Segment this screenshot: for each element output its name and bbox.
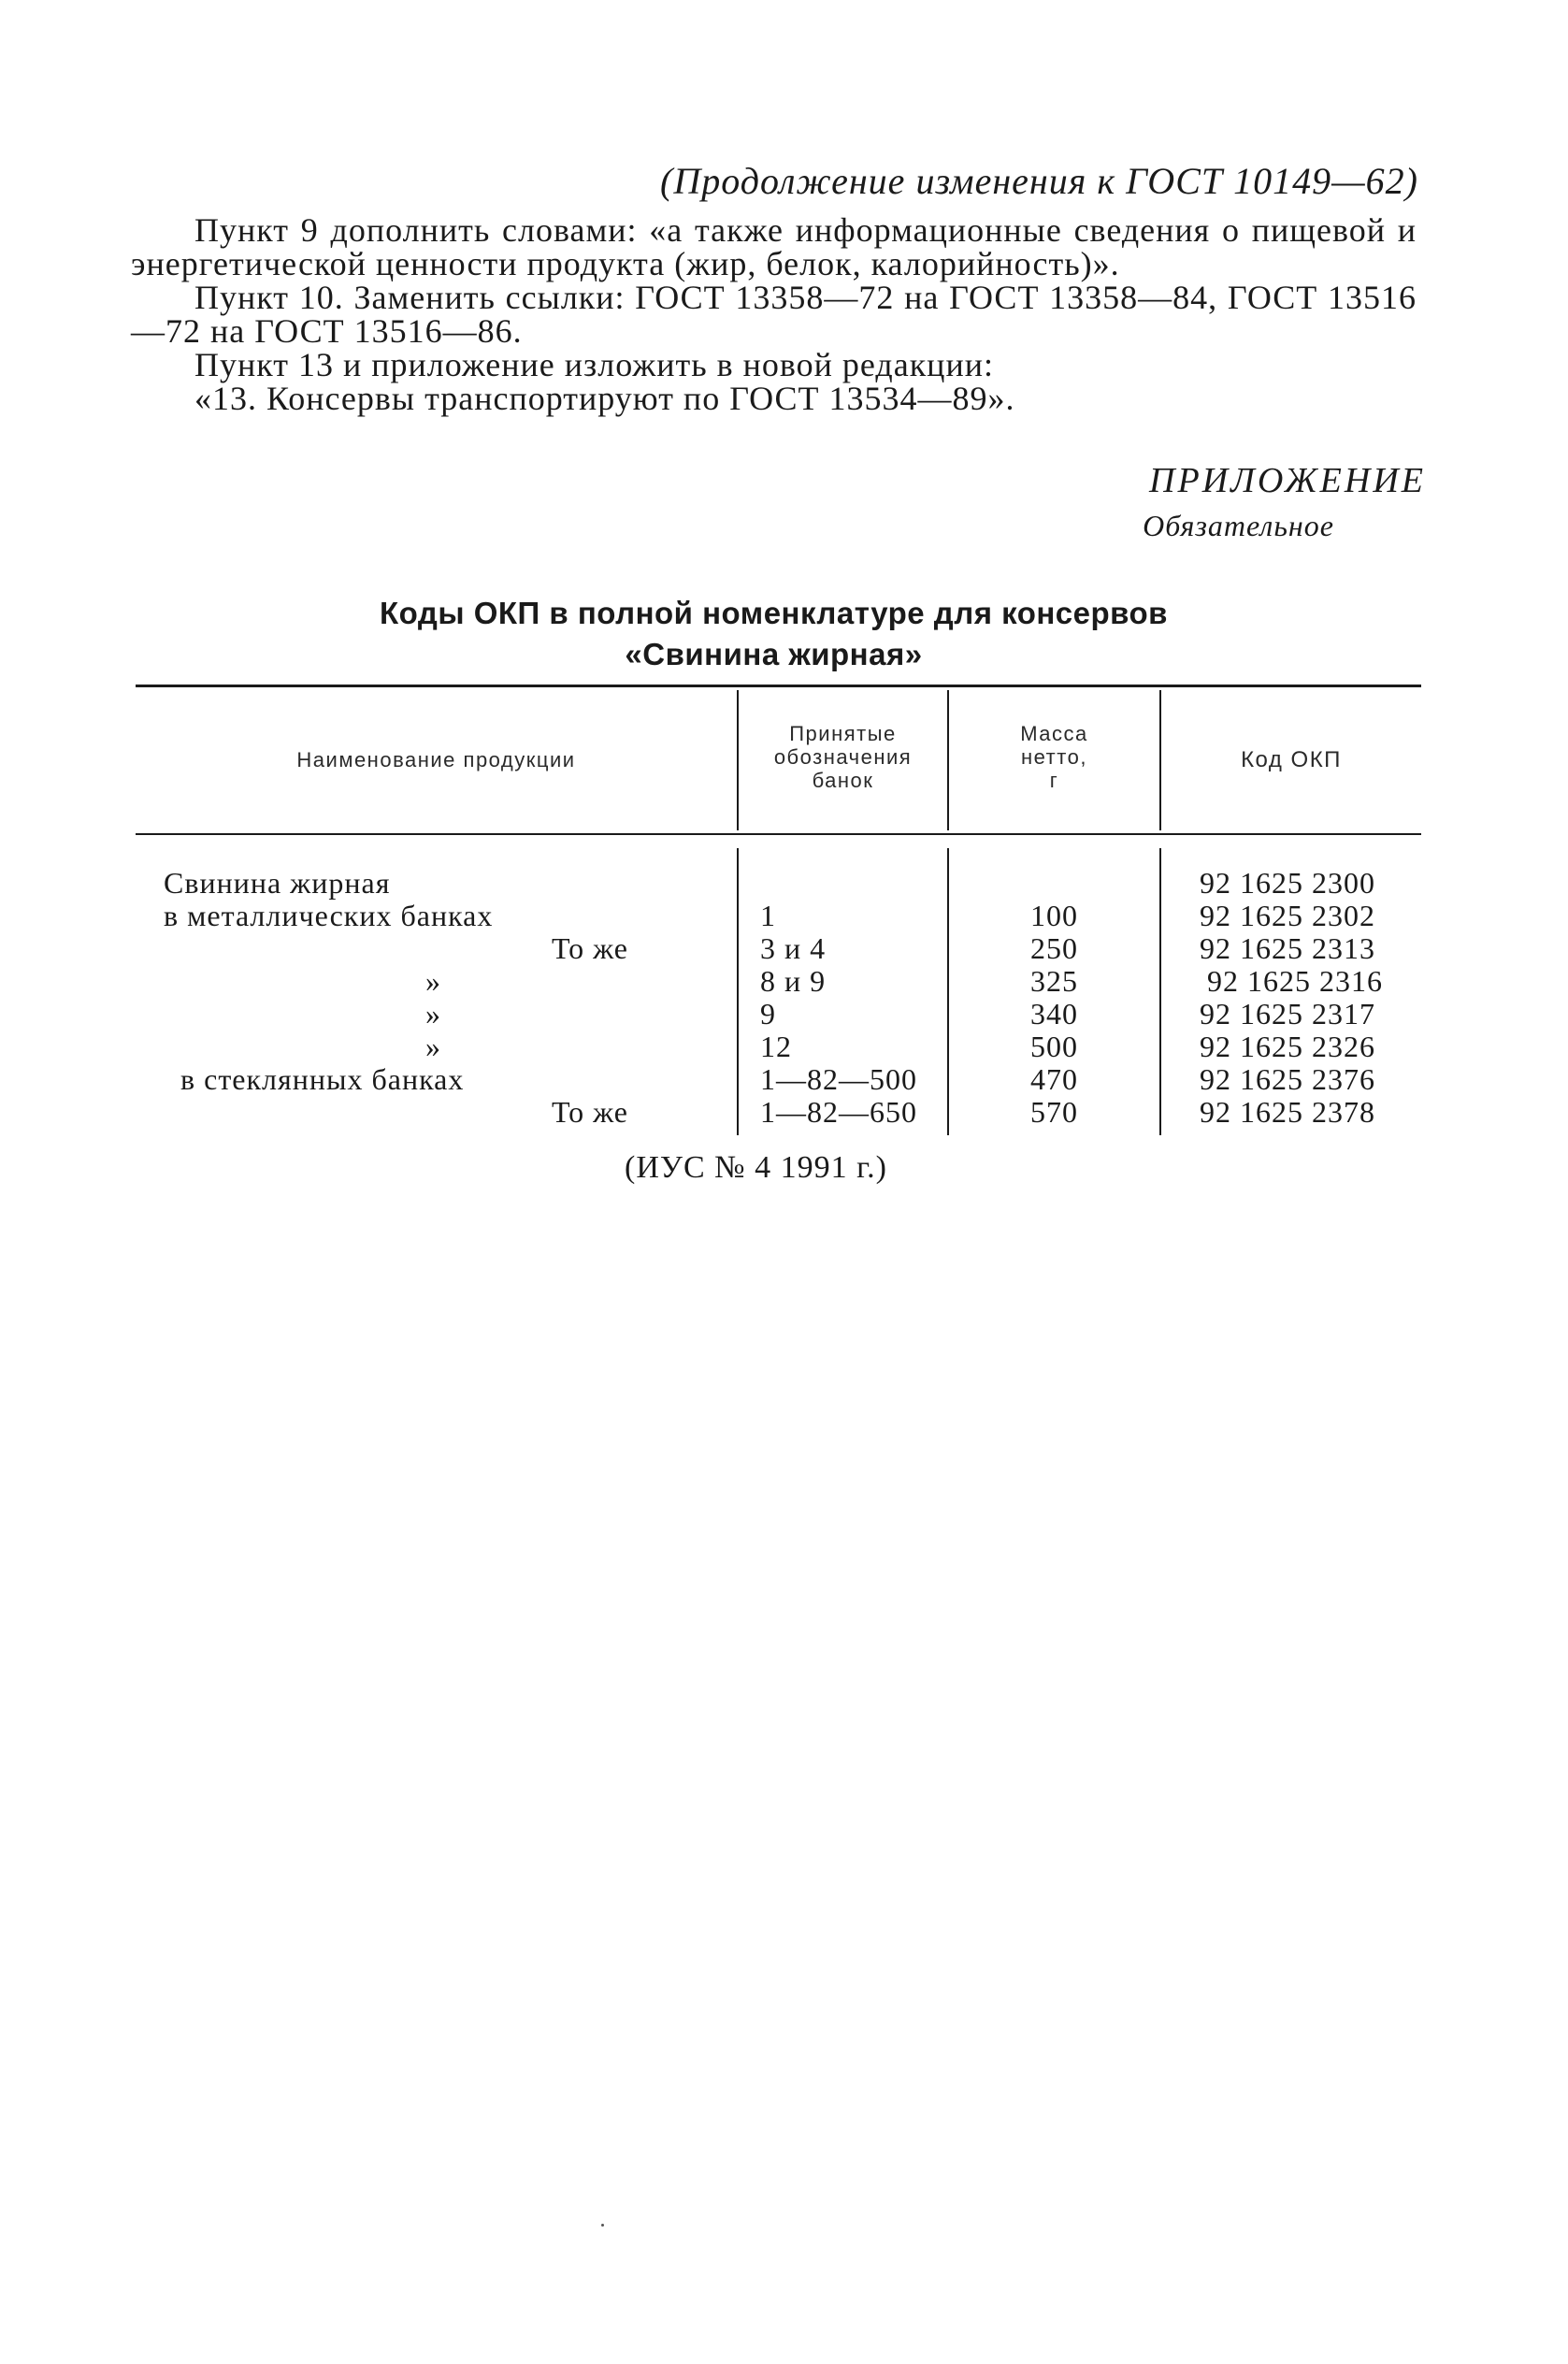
row-okp-code: 92 1625 2317 [1200, 997, 1375, 1031]
row-okp-code: 92 1625 2326 [1200, 1030, 1375, 1063]
row-mass: 340 [1030, 997, 1078, 1031]
row-cans: 1—82—500 [760, 1062, 917, 1096]
okp-codes-table [136, 685, 1421, 1143]
header-net-mass: Масса нетто, г [1020, 722, 1088, 792]
table-caption-line: Коды ОКП в полной номенклатуре для консервов [380, 596, 1168, 630]
row-cans: 3 и 4 [760, 931, 827, 965]
row-mass: 470 [1030, 1062, 1078, 1096]
row-cans: 1—82—650 [760, 1095, 917, 1129]
column-divider [737, 848, 739, 1135]
paragraph-new-point-13: «13. Консервы транспортируют по ГОСТ 13534—89». [194, 380, 1015, 417]
row-mass: 250 [1030, 931, 1078, 965]
amendment-text [131, 213, 1417, 415]
amendment-reference: (Продолжение изменения к ГОСТ 10149—62) [660, 160, 1418, 202]
column-divider [1159, 848, 1161, 1135]
paragraph-point-10: Пункт 10. Заменить ссылки: ГОСТ 13358—72 на ГОСТ 13358—84, ГОСТ 13516—72 на ГОСТ 13516—86. [131, 279, 1417, 350]
header-can-designations: Принятые обозначения банок [773, 722, 913, 792]
row-name: в металлических банках [164, 899, 494, 932]
row-okp-code: 92 1625 2316 [1207, 964, 1383, 998]
row-cans: 1 [760, 899, 776, 932]
row-cans: 12 [760, 1030, 792, 1063]
publication-note: (ИУС № 4 1991 г.) [625, 1150, 887, 1185]
header-product-name: Наименование продукции [296, 748, 576, 771]
row-mass: 570 [1030, 1095, 1078, 1129]
table-top-rule [136, 685, 1421, 687]
row-okp-code: 92 1625 2302 [1200, 899, 1375, 932]
row-mass: 325 [1030, 964, 1078, 998]
row-name: То же [551, 1095, 628, 1129]
row-mass: 500 [1030, 1030, 1078, 1063]
appendix-title: ПРИЛОЖЕНИЕ [1149, 461, 1426, 500]
table-caption-line: «Свинина жирная» [625, 637, 923, 671]
table-header-rule [136, 833, 1421, 835]
appendix-subtitle: Обязательное [1143, 509, 1334, 542]
row-okp-code: 92 1625 2376 [1200, 1062, 1375, 1096]
row-okp-code: 92 1625 2300 [1200, 866, 1375, 900]
row-mass: 100 [1030, 899, 1078, 932]
header-okp-code: Код ОКП [1241, 747, 1342, 772]
row-name: в стеклянных банках [180, 1062, 465, 1096]
row-name: То же [551, 931, 628, 965]
scan-speck [601, 2224, 604, 2227]
row-name: » [425, 1030, 441, 1063]
row-okp-code: 92 1625 2378 [1200, 1095, 1375, 1129]
row-okp-code: 92 1625 2313 [1200, 931, 1375, 965]
row-name: Свинина жирная [164, 866, 391, 900]
row-name: » [425, 964, 441, 998]
row-cans: 9 [760, 997, 776, 1031]
paragraph-point-9: Пункт 9 дополнить словами: «а также информационные сведения о пищевой и энергетической ценности продукта (жир, белок, калорийность)». [131, 211, 1417, 282]
paragraph-point-13: Пункт 13 и приложение изложить в новой редакции: [194, 346, 994, 383]
row-cans: 8 и 9 [760, 964, 827, 998]
row-name: » [425, 997, 441, 1031]
table-caption [131, 593, 1417, 675]
